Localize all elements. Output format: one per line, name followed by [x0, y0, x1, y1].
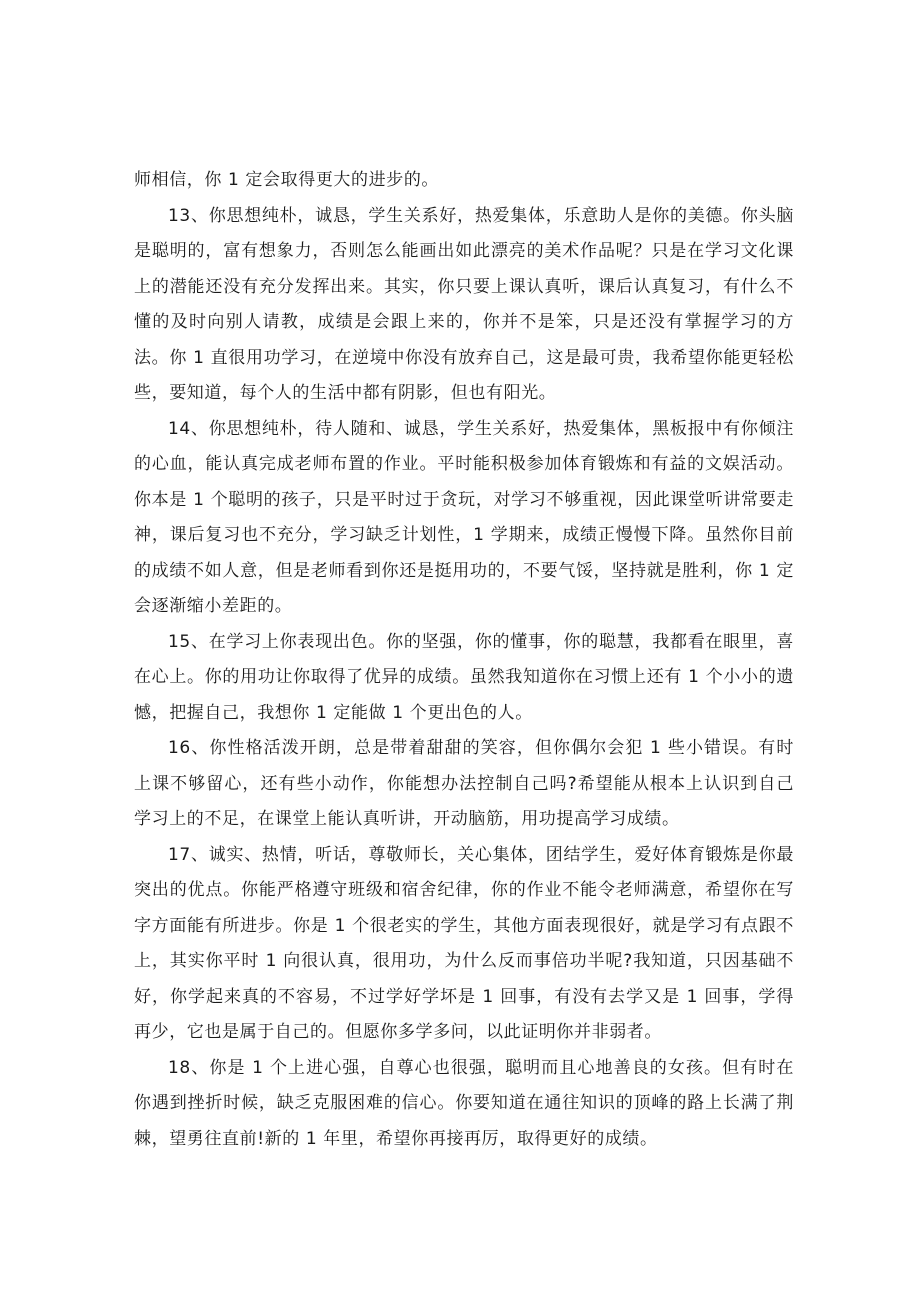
paragraph-18: 18、你是 1 个上进心强，自尊心也很强，聪明而且心地善良的女孩。但有时在你遇到挫折时候，缺乏克服困难的信心。你要知道在通往知识的顶峰的路上长满了荆棘，望勇往直前!新的 1 年里，希望你再接再厉，取得更好的成绩。 [134, 1057, 794, 1149]
paragraph-17: 17、诚实、热情，听话，尊敬师长，关心集体，团结学生，爱好体育锻炼是你最突出的优点。你能严格遵守班级和宿舍纪律，你的作业不能令老师满意，希望你在写字方面能有所进步。你是 1 个很老实的学生，其他方面表现很好，就是学习有点跟不上，其实你平时 1 向很认真，很用功，为什么反而事倍功半呢?我知道，只因基础不好，你学起来真的不容易，不过学好学坏是 1 回事，有没有去学又是 1 回事，学得再少，它也是属于自己的。但愿你多学多问，以此证明你并非弱者。 [134, 844, 794, 1042]
paragraph-continuation: 师相信，你 1 定会取得更大的进步的。 [134, 170, 440, 190]
paragraph-15: 15、在学习上你表现出色。你的坚强，你的懂事，你的聪慧，我都看在眼里，喜在心上。你的用功让你取得了优异的成绩。虽然我知道你在习惯上还有 1 个小小的遗憾，把握自己，我想你 1 定能做 1 个更出色的人。 [134, 631, 794, 723]
paragraph-14: 14、你思想纯朴，待人随和、诚恳，学生关系好，热爱集体，黑板报中有你倾注的心血，能认真完成老师布置的作业。平时能积极参加体育锻炼和有益的文娱活动。你本是 1 个聪明的孩子，只是平时过于贪玩，对学习不够重视，因此课堂听讲常要走神，课后复习也不充分，学习缺乏计划性，1 学期来，成绩正慢慢下降。虽然你目前的成绩不如人意，但是老师看到你还是挺用功的，不要气馁，坚持就是胜利，你 1 定会逐渐缩小差距的。 [134, 418, 794, 616]
paragraph-13: 13、你思想纯朴，诚恳，学生关系好，热爱集体，乐意助人是你的美德。你头脑是聪明的，富有想象力，否则怎么能画出如此漂亮的美术作品呢？只是在学习文化课上的潜能还没有充分发挥出来。其实，你只要上课认真听，课后认真复习，有什么不懂的及时向别人请教，成绩是会跟上来的，你并不是笨，只是还没有掌握学习的方法。你 1 直很用功学习，在逆境中你没有放弃自己，这是最可贵，我希望你能更轻松些，要知道，每个人的生活中都有阴影，但也有阳光。 [134, 205, 794, 403]
paragraph-16: 16、你性格活泼开朗，总是带着甜甜的笑容，但你偶尔会犯 1 些小错误。有时上课不够留心，还有些小动作，你能想办法控制自己吗?希望能从根本上认识到自己学习上的不足，在课堂上能认真听讲，开动脑筋，用功提高学习成绩。 [134, 738, 794, 829]
